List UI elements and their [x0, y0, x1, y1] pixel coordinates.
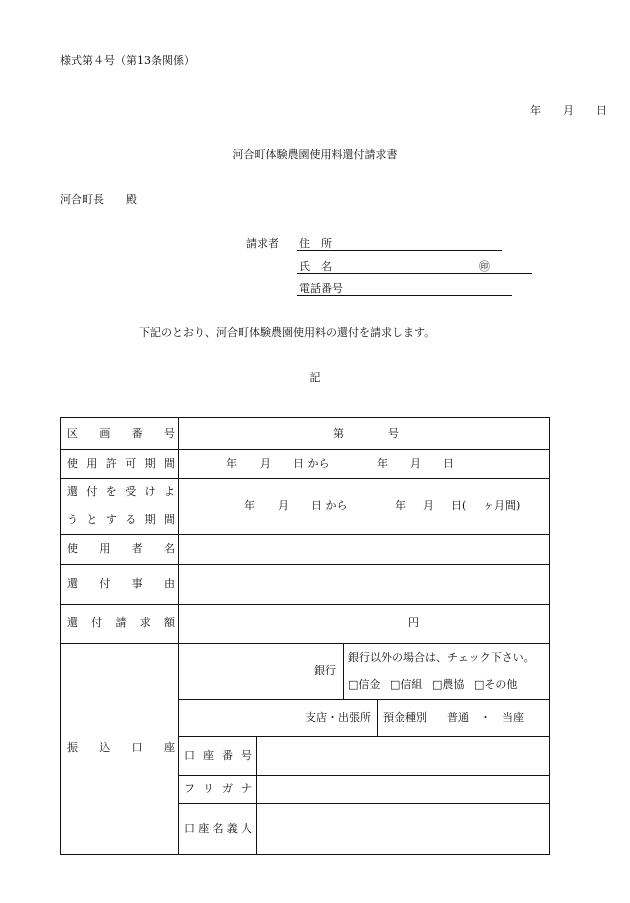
statement: 下記のとおり、河合町体験農園使用料の還付を請求します。: [139, 326, 436, 339]
user-name-input[interactable]: [181, 537, 545, 561]
account-holder-label: 口座名義人: [184, 822, 252, 835]
permit-day-1: 日 から: [293, 457, 330, 470]
plot-number-input[interactable]: [349, 426, 383, 442]
name-label: 氏 名: [299, 260, 332, 273]
date-year: 年: [530, 104, 541, 117]
name-field[interactable]: [297, 273, 532, 274]
user-name-label: 使 用 者 名: [67, 542, 175, 555]
permit-year-2: 年: [377, 457, 388, 470]
refund-reason-input[interactable]: [181, 567, 545, 601]
refund-reason-label: 還 付 事 由: [67, 577, 175, 590]
refund-period-label-line2: うとする期間: [67, 513, 175, 526]
branch-label: 支店・出張所: [305, 711, 371, 724]
plot-number-go: 号: [388, 427, 399, 440]
account-number-label: 口 座 番 号: [184, 749, 252, 762]
refund-day-1: 日 から: [311, 499, 348, 512]
date-day: 日: [596, 104, 607, 117]
refund-table: [60, 417, 550, 855]
plot-number-label: 区 画 番 号: [67, 427, 175, 440]
deposit-ordinary[interactable]: 普通: [447, 711, 469, 724]
plot-number-dai: 第: [333, 427, 344, 440]
account-holder-input[interactable]: [260, 807, 545, 850]
date-month: 月: [563, 104, 574, 117]
account-number-input[interactable]: [260, 739, 545, 772]
phone-field[interactable]: [297, 295, 512, 296]
option-shinkumi[interactable]: □信組: [390, 678, 423, 691]
refund-period-label-line1: 還付を受けよ: [67, 485, 175, 498]
permit-period-label: 使用許可期間: [67, 457, 175, 470]
deposit-current[interactable]: 当座: [502, 711, 524, 724]
transfer-account-label: 振 込 口 座: [67, 741, 175, 754]
refund-year-1: 年: [244, 499, 255, 512]
ki-heading: 記: [309, 371, 321, 384]
bank-label: 銀行: [314, 664, 336, 677]
address-label: 住 所: [299, 237, 332, 250]
option-other[interactable]: □その他: [474, 678, 518, 691]
permit-year-1: 年: [226, 457, 237, 470]
phone-label: 電話番号: [299, 282, 343, 295]
refund-months: ヶ月間): [483, 499, 521, 512]
option-nokyo[interactable]: □農協: [432, 678, 465, 691]
refund-month-2: 月: [423, 499, 434, 512]
furigana-label: フ リ ガ ナ: [184, 782, 252, 795]
option-shinkin[interactable]: □信金: [348, 678, 381, 691]
refund-month-1: 月: [278, 499, 289, 512]
permit-month-1: 月: [260, 457, 271, 470]
address-field[interactable]: [297, 250, 502, 251]
deposit-separator: ・: [480, 711, 491, 724]
deposit-type-label: 預金種別: [383, 711, 427, 724]
furigana-input[interactable]: [260, 778, 545, 800]
form-number: 様式第４号（第13条関係）: [60, 54, 195, 67]
permit-month-2: 月: [410, 457, 421, 470]
refund-day-2: 日(: [451, 499, 467, 512]
refund-amount-label: 還 付 請 求 額: [67, 616, 175, 629]
permit-day-2: 日: [443, 457, 454, 470]
refund-year-2: 年: [395, 499, 406, 512]
addressee: 河合町長 殿: [60, 193, 137, 206]
seal-mark: ㊞: [479, 260, 490, 273]
refund-amount-unit: 円: [408, 616, 419, 629]
non-bank-note: 銀行以外の場合は、チェック下さい。: [348, 651, 535, 664]
document-title: 河合町体験農園使用料還付請求書: [232, 148, 398, 161]
claimant-label: 請求者: [246, 237, 279, 250]
